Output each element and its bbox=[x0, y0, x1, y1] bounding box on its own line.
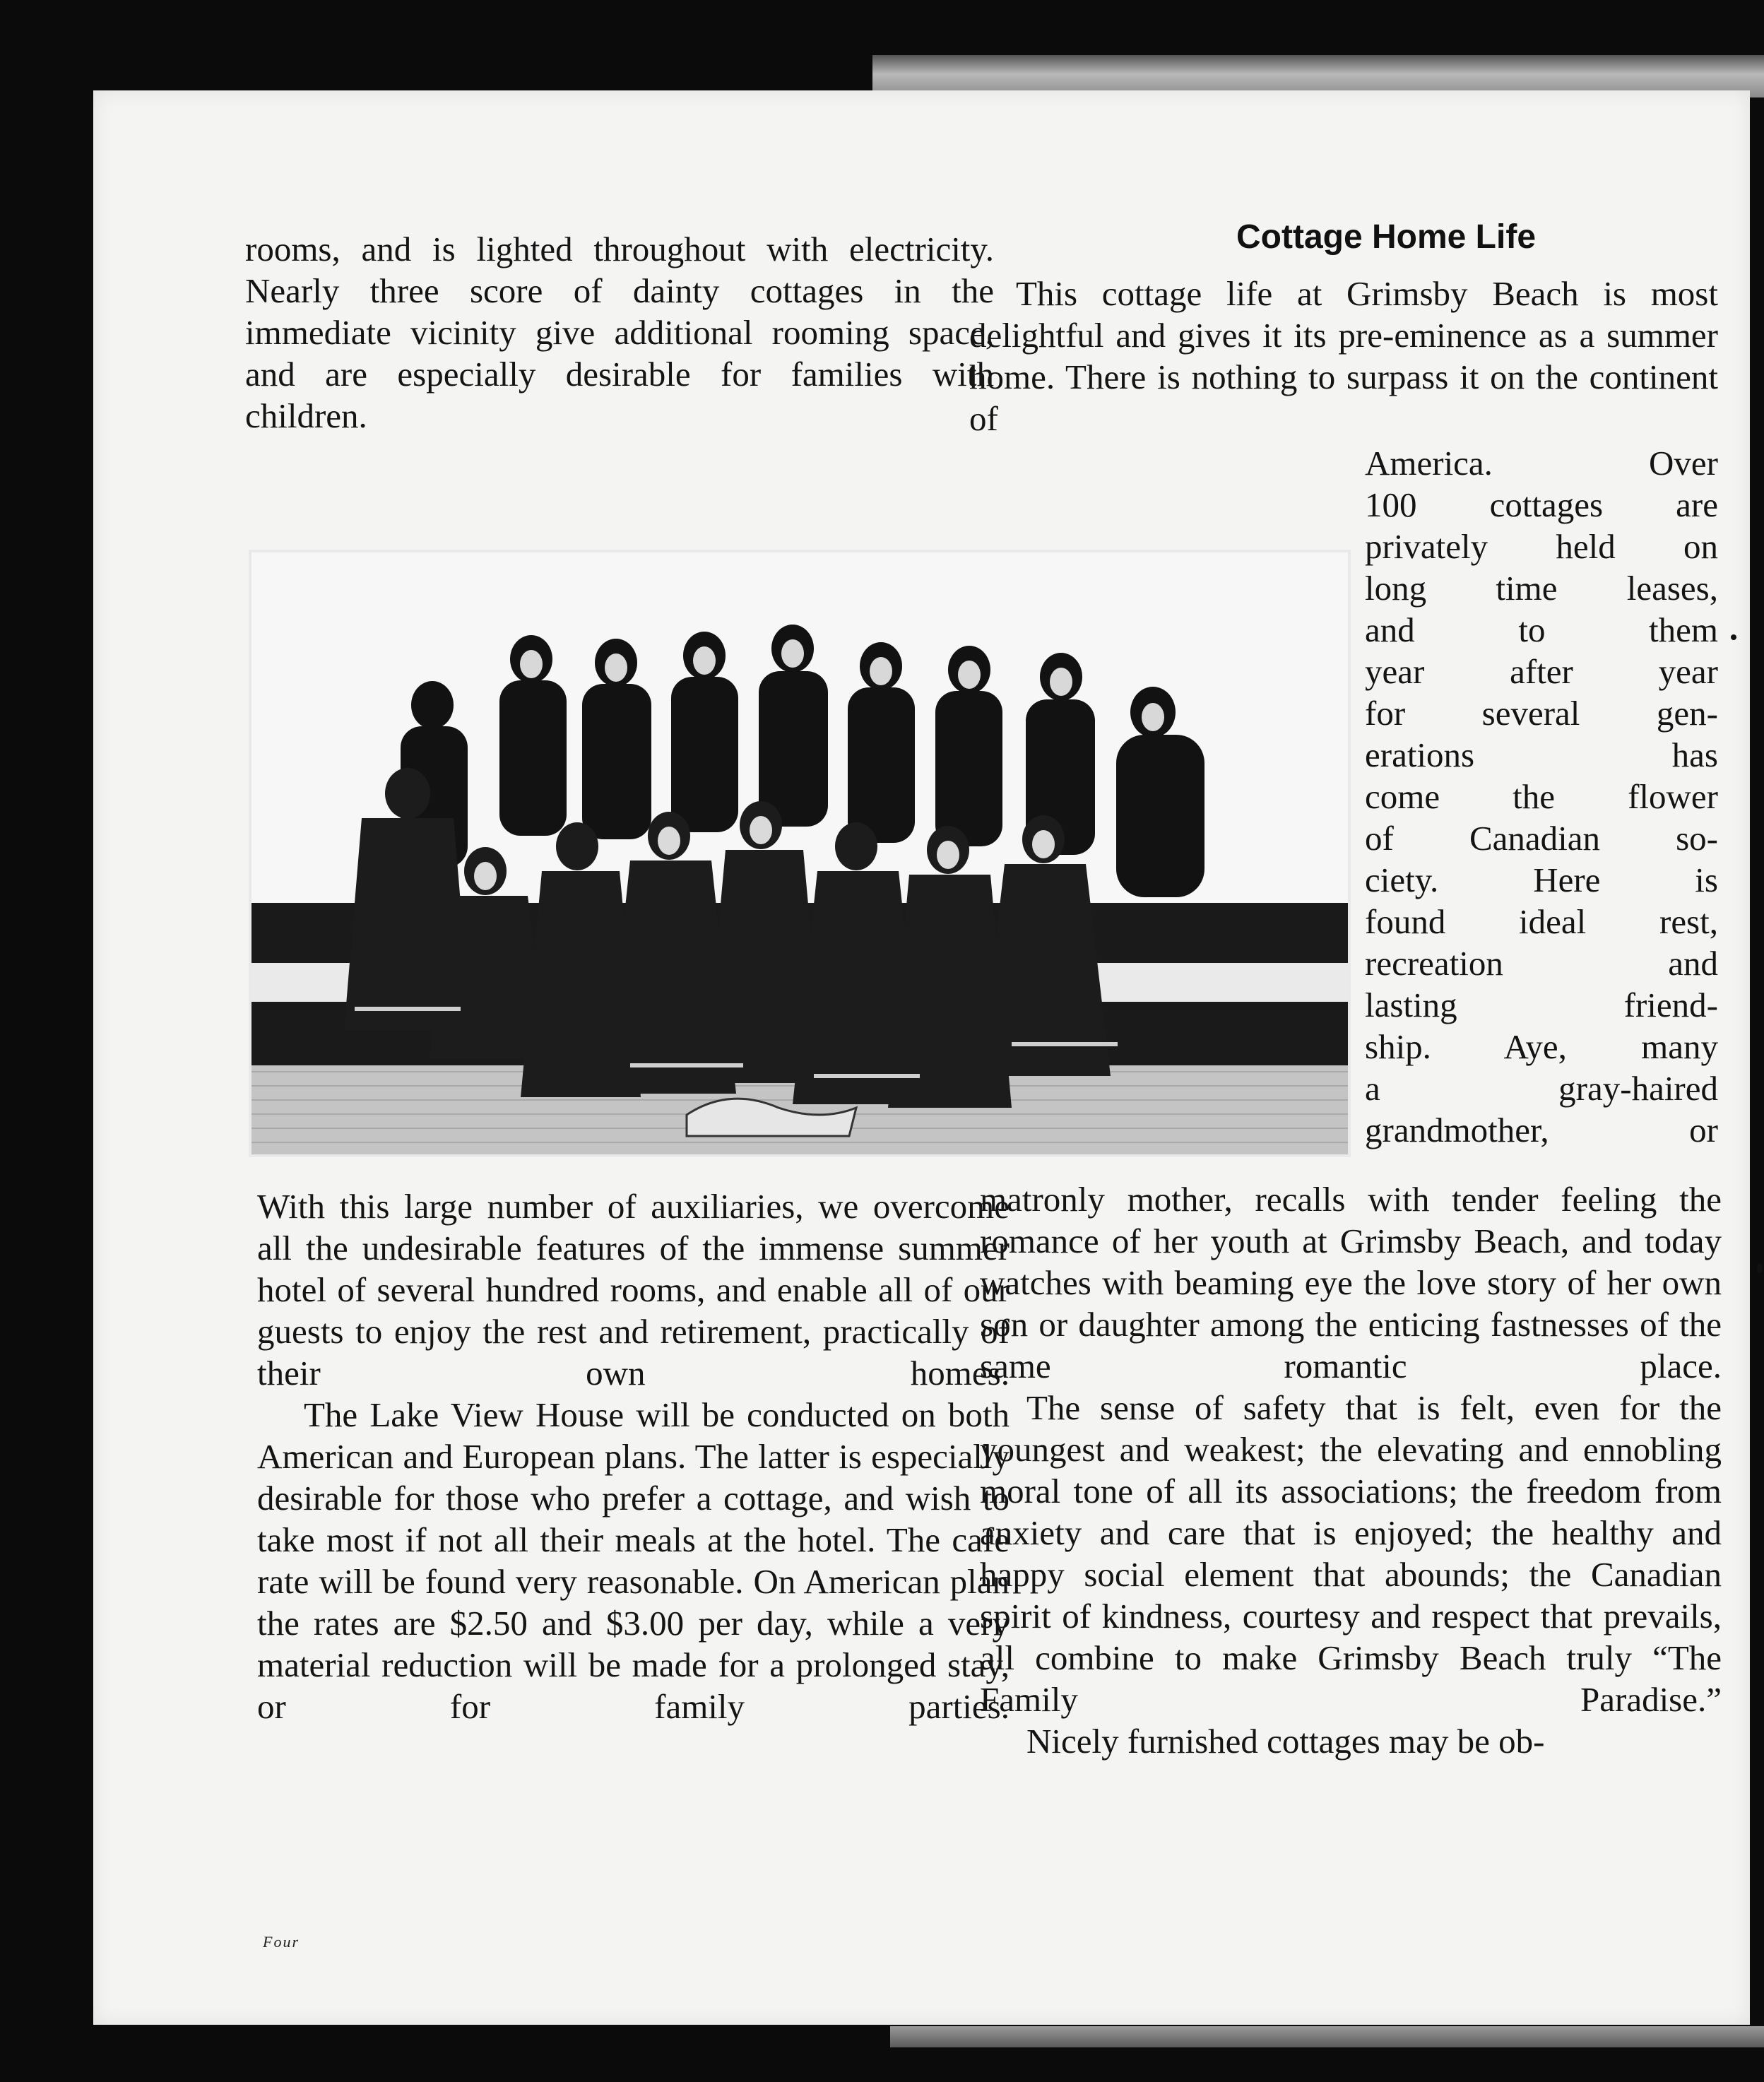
narrow-column-line: grandmother, or bbox=[1365, 1111, 1718, 1149]
right-bottom-paragraphs bbox=[980, 1178, 1722, 1762]
right-intro-text: This cottage life at Grimsby Beach is most delightful and gives it its pre-eminence as a summer home. There is nothing to surpass it on the continent of bbox=[969, 274, 1718, 438]
left-paragraph-auxiliaries: With this large number of auxiliaries, we overcome all the undesirable features of the immense summer hotel of several hundred rooms, and enable all of our guests to enjoy the rest and retirement, practically of their own homes. bbox=[257, 1187, 1010, 1392]
narrow-column-line: a gray-haired bbox=[1365, 1069, 1718, 1108]
narrow-column-line: America. Over bbox=[1365, 444, 1718, 483]
left-top-paragraph bbox=[245, 228, 994, 437]
group-photo-image bbox=[249, 550, 1351, 1157]
narrow-column-line: found ideal rest, bbox=[1365, 902, 1718, 941]
narrow-column-line: ship. Aye, many bbox=[1365, 1027, 1718, 1066]
narrow-column-line: 100 cottages are bbox=[1365, 485, 1718, 524]
narrow-column-line: recreation and bbox=[1365, 944, 1718, 983]
narrow-column-line: year after year bbox=[1365, 652, 1718, 691]
narrow-column-line: of Canadian so- bbox=[1365, 819, 1718, 858]
left-paragraph-rooms: rooms, and is lighted throughout with electricity. Nearly three score of dainty cottages in the immediate vicinity give additional rooming space, and are especially desirable for families with children. bbox=[245, 230, 994, 435]
narrow-column-line: erations has bbox=[1365, 735, 1718, 774]
narrow-column-line: come the flower bbox=[1365, 777, 1718, 816]
right-paragraph-continuation: matronly mother, recalls with tender feeling the romance of her youth at Grimsby Beach, and today watches with beaming eye the love story of her own son or daughter among the enticing fastnesses of the same romantic place. bbox=[980, 1180, 1722, 1385]
margin-speck bbox=[1757, 1263, 1763, 1273]
page bbox=[93, 90, 1750, 2025]
right-intro-paragraph bbox=[969, 273, 1718, 439]
narrow-column-line: and to them bbox=[1365, 610, 1718, 649]
group-photo bbox=[249, 550, 1351, 1157]
narrow-column-line: long time leases, bbox=[1365, 569, 1718, 608]
right-narrow-column bbox=[1365, 442, 1718, 1151]
narrow-column-line: for several gen- bbox=[1365, 694, 1718, 733]
page-number-label: Four bbox=[263, 1933, 300, 1951]
left-bottom-paragraphs bbox=[257, 1185, 1010, 1727]
narrow-column-line: lasting friend- bbox=[1365, 986, 1718, 1024]
section-heading: Cottage Home Life bbox=[1236, 218, 1537, 256]
narrow-column-line: privately held on bbox=[1365, 527, 1718, 566]
right-paragraph-safety: The sense of safety that is felt, even for the youngest and weakest; the elevating and ennobling moral tone of all its associations; the freedom from anxiety and care that is enjoyed; the healthy and happy social element that abounds; the Canadian spirit of kindness, courtesy and respect that prevails, all combine to make Grimsby Beach truly “The Family Paradise.” bbox=[980, 1388, 1722, 1719]
right-paragraph-last: Nicely furnished cottages may be ob- bbox=[1026, 1722, 1545, 1761]
left-paragraph-lake-view: The Lake View House will be conducted on both American and European plans. The latter is especially desirable for those who prefer a cottage, and wish to take most if not all their meals at the hotel. The cafe rate will be found very reasonable. On American plan the rates are $2.50 and $3.00 per day, while a very material reduction will be made for a prolonged stay, or for family parties. bbox=[257, 1395, 1010, 1726]
narrow-column-line: ciety. Here is bbox=[1365, 860, 1718, 899]
adjacent-page-edge-bottom bbox=[890, 2026, 1764, 2047]
margin-speck bbox=[1731, 634, 1736, 640]
